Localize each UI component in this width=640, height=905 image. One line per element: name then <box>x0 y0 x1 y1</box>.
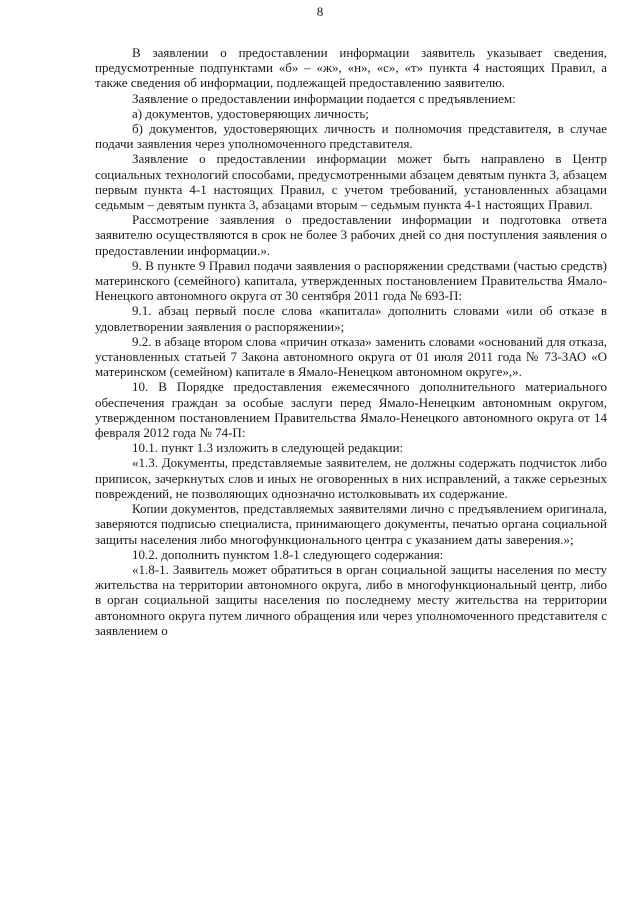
paragraph: Заявление о предоставлении информации может быть направлено в Центр социальных технологий способами, предусмотренными абзацем девятым пункта 3, абзацем первым пункта 4-1 настоящих Правил, с учетом требований, установленных абзацами седьмым – девятым пункта 3, абзацами вторым – седьмым пункта 4-1 настоящих Правил. <box>95 151 607 213</box>
paragraph: Заявление о предоставлении информации подается с предъявлением: <box>132 90 516 106</box>
document-body <box>95 45 607 638</box>
paragraph: 10.2. дополнить пунктом 1.8-1 следующего содержания: <box>132 546 444 562</box>
paragraph: а) документов, удостоверяющих личность; <box>132 105 369 121</box>
page-number: 8 <box>316 4 324 19</box>
paragraph: В заявлении о предоставлении информации заявитель указывает сведения, предусмотренные подпунктами «б» – «ж», «н», «с», «т» пункта 4 настоящих Правил, а также сведения об информации, подлежащей предоставлению заявителю. <box>95 45 607 91</box>
paragraph: 9.1. абзац первый после слова «капитала» дополнить словами «или об отказе в удовлетворении заявления о распоряжении»; <box>95 303 607 334</box>
paragraph: Копии документов, представляемых заявителями лично с предъявлением оригинала, заверяются подписью специалиста, принимающего документы, печатью органа социальной защиты населения либо многофункционального центра с указанием даты заверения.»; <box>95 501 607 547</box>
paragraph: 10. В Порядке предоставления ежемесячного дополнительного материального обеспечения граждан за особые заслуги перед Ямало-Ненецким автономным округом, утвержденном постановлением Правительства Ямало-Ненецкого автономного округа от 14 февраля 2012 года № 74-П: <box>95 379 607 441</box>
paragraph: «1.3. Документы, представляемые заявителем, не должны содержать подчисток либо приписок, зачеркнутых слов и иных не оговоренных в них исправлений, а также серьезных повреждений, не позволяющих однозначно истолковывать их содержание. <box>95 455 607 501</box>
paragraph: Рассмотрение заявления о предоставлении информации и подготовка ответа заявителю осуществляются в срок не более 3 рабочих дней со дня поступления заявления о предоставлении информации.». <box>95 212 607 258</box>
paragraph: 10.1. пункт 1.3 изложить в следующей редакции: <box>132 440 404 456</box>
paragraph: 9. В пункте 9 Правил подачи заявления о распоряжении средствами (частью средств) материнского (семейного) капитала, утвержденных постановлением Правительства Ямало-Ненецкого автономного округа от 30 сентября 2011 года № 693-П: <box>95 257 607 304</box>
paragraph: «1.8-1. Заявитель может обратиться в орган социальной защиты населения по месту жительства на территории автономного округа, либо в многофункциональный центр, либо в орган социальной защиты населения по последнему месту жительства на территории автономного округа путем личного обращения или через уполномоченного представителя с заявлением о <box>95 561 607 638</box>
paragraph: 9.2. в абзаце втором слова «причин отказа» заменить словами «оснований для отказа, установленных статьей 7 Закона автономного округа от 01 июля 2011 года № 73-ЗАО «О материнском (семейном) капитале в Ямало-Ненецком автономном округе»,». <box>95 333 607 380</box>
paragraph: б) документов, удостоверяющих личность и полномочия представителя, в случае подачи заявления через уполномоченного представителя. <box>95 121 607 152</box>
